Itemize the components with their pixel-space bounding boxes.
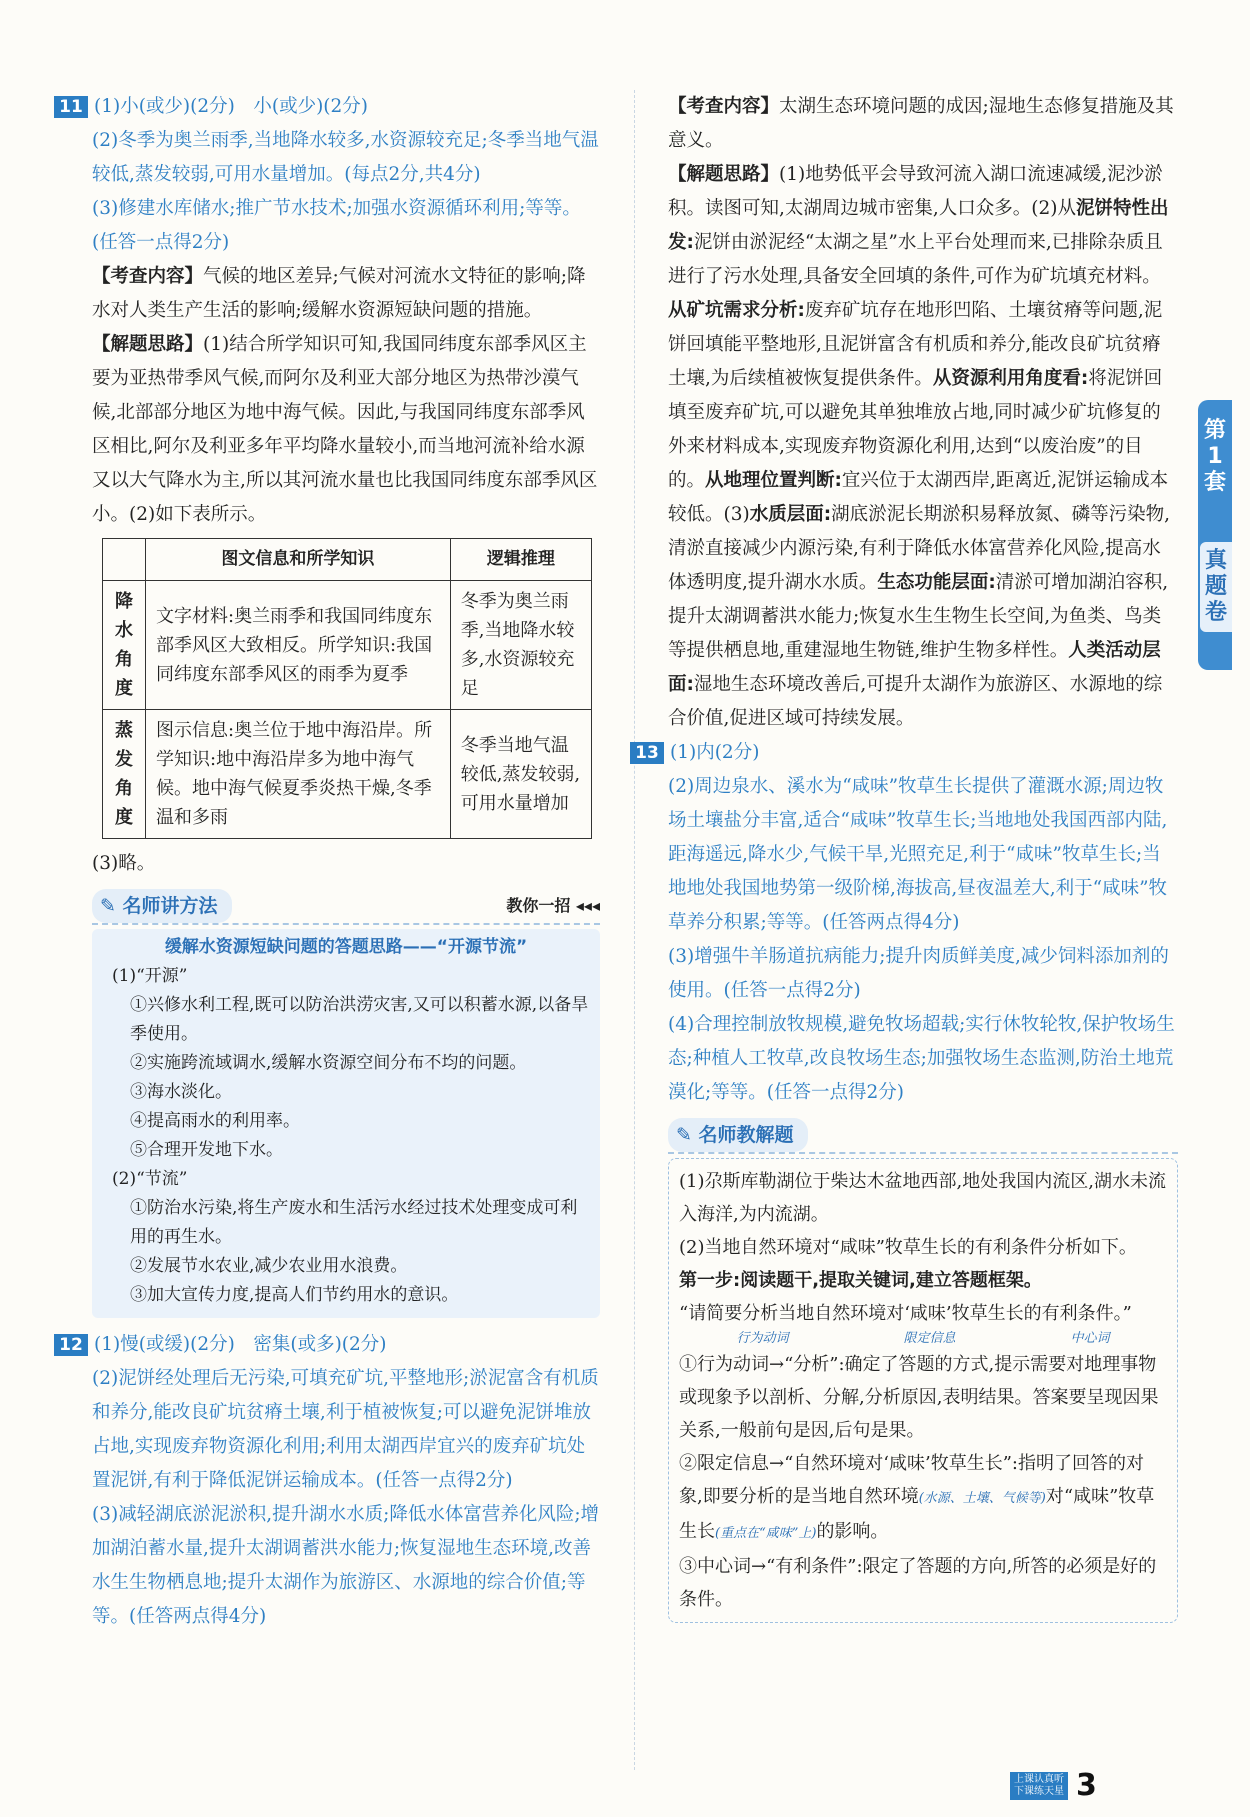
teach-title: ✎ 名师教解题 xyxy=(668,1118,808,1152)
q11-answer-1: 11 (1)小(或少)(2分) 小(或少)(2分) xyxy=(92,90,600,124)
teach-b2: ②限定信息→“自然环境对‘咸味’牧草生长”:指明了回答的对象,即要分析的是当地自然环境(水源、土壤、气候等)对“咸味”牧草生长(重点在“咸味”上)的影响。 xyxy=(679,1453,1155,1542)
q11-answer-2: (2)冬季为奥兰雨季,当地降水较多,水资源较充足;冬季当地气温较低,蒸发较弱,可用水量增加。(每点2分,共4分) xyxy=(92,130,599,185)
row-label: 蒸发角度 xyxy=(103,710,146,839)
q12-content: 【考查内容】太湖生态环境问题的成因;湿地生态修复措施及其意义。 xyxy=(668,96,1174,151)
method-header xyxy=(92,889,600,925)
list-item: ⑤合理开发地下水。 xyxy=(130,1140,283,1160)
teacher-icon: ✎ xyxy=(676,1124,699,1146)
side-tab xyxy=(1198,400,1232,670)
q11-number: 11 xyxy=(54,96,88,118)
teach-b3: ③中心词→“有利条件”:限定了答题的方向,所答的必须是好的条件。 xyxy=(679,1556,1157,1610)
q12-number: 12 xyxy=(54,1334,88,1356)
method-subtitle: 教你一招 ◂◂◂ xyxy=(506,896,600,915)
column-divider xyxy=(634,90,635,1770)
q11-content: 【考查内容】气候的地区差异;气候对河流水文特征的影响;降水对人类生产生活的影响;缓解水资源短缺问题的措施。 xyxy=(92,266,586,321)
table-row xyxy=(103,581,592,710)
list-item: ①兴修水利工程,既可以防治洪涝灾害,又可以积蓄水源,以备旱季使用。 xyxy=(130,995,589,1044)
teach-b1: ①行为动词→“分析”:确定了答题的方式,提示需要对地理事物或现象予以剖析、分解,分析原因,表明结果。答案要呈现因果关系,一般前句是因,后句是果。 xyxy=(679,1354,1159,1441)
save-label: (2)“节流” xyxy=(112,1169,188,1189)
teach-notes: 行为动词 限定信息 中心词 xyxy=(736,1331,1110,1346)
method-box xyxy=(92,929,600,1318)
q13-answer-1: 13 (1)内(2分) xyxy=(668,736,1178,770)
row-info: 图示信息:奥兰位于地中海沿岸。所学知识:地中海沿岸多为地中海气候。地中海气候夏季炎热干燥,冬季温和多雨 xyxy=(146,710,451,839)
list-item: ①防治水污染,将生产废水和生活污水经过技术处理变成可利用的再生水。 xyxy=(130,1198,578,1247)
q12-answer-2: (2)泥饼经处理后无污染,可填充矿坑,平整地形;淤泥富含有机质和养分,能改良矿坑贫瘠土壤,利于植被恢复;可以避免泥饼堆放占地,实现废弃物资源化利用;利用太湖西岸宜兴的废弃矿坑处置泥饼,有利于降低泥饼运输成本。(任答一点得2分) xyxy=(92,1368,599,1491)
method-title: ✎ 名师讲方法 xyxy=(92,889,232,923)
q11-logic-table xyxy=(102,538,592,839)
q11-part3: (3)略。 xyxy=(92,853,156,874)
teacher-icon: ✎ xyxy=(100,895,123,917)
right-column xyxy=(635,90,1178,1623)
teach-p2: (2)当地自然环境对“咸味”牧草生长的有利条件分析如下。 xyxy=(679,1237,1137,1258)
table-header-info: 图文信息和所学知识 xyxy=(146,539,451,581)
list-item: ②实施跨流域调水,缓解水资源空间分布不均的问题。 xyxy=(130,1053,527,1073)
q11-idea: 【解题思路】(1)结合所学知识可知,我国同纬度东部季风区主要为亚热带季风气候,而阿尔及利亚大部分地区为热带沙漠气候,北部部分地区为地中海气候。因此,与我国同纬度东部季风区相比,阿尔及利亚多年平均降水量较小,而当地河流补给水源又以大气降水为主,所以其河流水量也比我国同纬度东部季风区小。(2)如下表所示。 xyxy=(92,334,598,525)
left-column xyxy=(59,90,600,1634)
teach-p1: (1)尕斯库勒湖位于柴达木盆地西部,地处我国内流区,湖水未流入海洋,为内流湖。 xyxy=(679,1171,1166,1225)
q12-answer-3: (3)减轻湖底淤泥淤积,提升湖水水质;降低水体富营养化风险;增加湖泊蓄水量,提升太湖调蓄洪水能力;恢复湿地生态环境,改善水生生物栖息地;提升太湖作为旅游区、水源地的综合价值;等等。(任答两点得4分) xyxy=(92,1504,600,1627)
list-item: ②发展节水农业,减少农业用水浪费。 xyxy=(130,1256,408,1276)
open-label: (1)“开源” xyxy=(112,966,188,986)
footer xyxy=(1010,1768,1097,1803)
q13-answer-3: (3)增强牛羊肠道抗病能力;提升肉质鲜美度,减少饲料添加剂的使用。(任答一点得2分) xyxy=(668,946,1169,1001)
footer-slogan: 上课认真听 下课练天星 xyxy=(1010,1772,1068,1800)
side-tab-type: 真题卷 xyxy=(1200,542,1232,632)
page-number: 3 xyxy=(1076,1768,1097,1803)
teach-box xyxy=(668,1158,1178,1623)
side-tab-set: 第1套 xyxy=(1203,418,1226,495)
q11-answer-3: (3)修建水库储水;推广节水技术;加强水资源循环利用;等等。(任答一点得2分) xyxy=(92,198,581,253)
list-item: ③海水淡化。 xyxy=(130,1082,232,1102)
row-info: 文字材料:奥兰雨季和我国同纬度东部季风区大致相反。所学知识:我国同纬度东部季风区的雨季为夏季 xyxy=(146,581,451,710)
row-logic: 冬季当地气温较低,蒸发较弱,可用水量增加 xyxy=(450,710,591,839)
q13-answer-2: (2)周边泉水、溪水为“咸味”牧草生长提供了灌溉水源;周边牧场土壤盐分丰富,适合“咸味”牧草生长;当地地处我国西部内陆,距海遥远,降水少,气候干旱,光照充足,利于“咸味”牧草生长;当地地处我国地势第一级阶梯,海拔高,昼夜温差大,利于“咸味”牧草养分积累;等等。(任答两点得4分) xyxy=(668,776,1168,933)
method-heading: 缓解水资源短缺问题的答题思路——“开源节流” xyxy=(164,937,528,957)
table-row xyxy=(103,710,592,839)
table-header-logic: 逻辑推理 xyxy=(450,539,591,581)
row-label: 降水角度 xyxy=(103,581,146,710)
row-logic: 冬季为奥兰雨季,当地降水较多,水资源较充足 xyxy=(450,581,591,710)
q12-answer-1: 12 (1)慢(或缓)(2分) 密集(或多)(2分) xyxy=(92,1328,600,1362)
q13-number: 13 xyxy=(630,742,664,764)
teach-quote: “请简要分析当地自然环境对‘咸味’牧草生长的有利条件。” xyxy=(679,1303,1132,1324)
q12-idea: 【解题思路】(1)地势低平会导致河流入湖口流速减缓,泥沙淤积。读图可知,太湖周边城市密集,人口众多。(2)从泥饼特性出发:泥饼由淤泥经“太湖之星”水上平台处理而来,已排除杂质且进行了污水处理,具备安全回填的条件,可作为矿坑填充材料。从矿坑需求分析:废弃矿坑存在地形凹陷、土壤贫瘠等问题,泥饼回填能平整地形,且泥饼富含有机质和养分,能改良矿坑贫瘠土壤,为后续植被恢复提供条件。从资源利用角度看:将泥饼回填至废弃矿坑,可以避免其单独堆放占地,同时减少矿坑修复的外来材料成本,实现废弃物资源化利用,达到“以废治废”的目的。从地理位置判断:宜兴位于太湖西岸,距离近,泥饼运输成本较低。(3)水质层面:湖底淤泥长期淤积易释放氮、磷等污染物,清淤直接减少内源污染,有利于降低水体富营养化风险,提高水体透明度,提升湖水水质。生态功能层面:清淤可增加湖泊容积,提升太湖调蓄洪水能力;恢复水生生物生长空间,为鱼类、鸟类等提供栖息地,重建湿地生物链,维护生物多样性。人类活动层面:湿地生态环境改善后,可提升太湖作为旅游区、水源地的综合价值,促进区域可持续发展。 xyxy=(668,164,1171,729)
list-item: ③加大宣传力度,提高人们节约用水的意识。 xyxy=(130,1285,459,1305)
list-item: ④提高雨水的利用率。 xyxy=(130,1111,300,1131)
teach-step: 第一步:阅读题干,提取关键词,建立答题框架。 xyxy=(679,1270,1042,1291)
q13-answer-4: (4)合理控制放牧规模,避免牧场超载;实行休牧轮牧,保护牧场生态;种植人工牧草,改良牧场生态;加强牧场生态监测,防治土地荒漠化;等等。(任答一点得2分) xyxy=(668,1014,1175,1103)
teach-header xyxy=(668,1118,1178,1154)
